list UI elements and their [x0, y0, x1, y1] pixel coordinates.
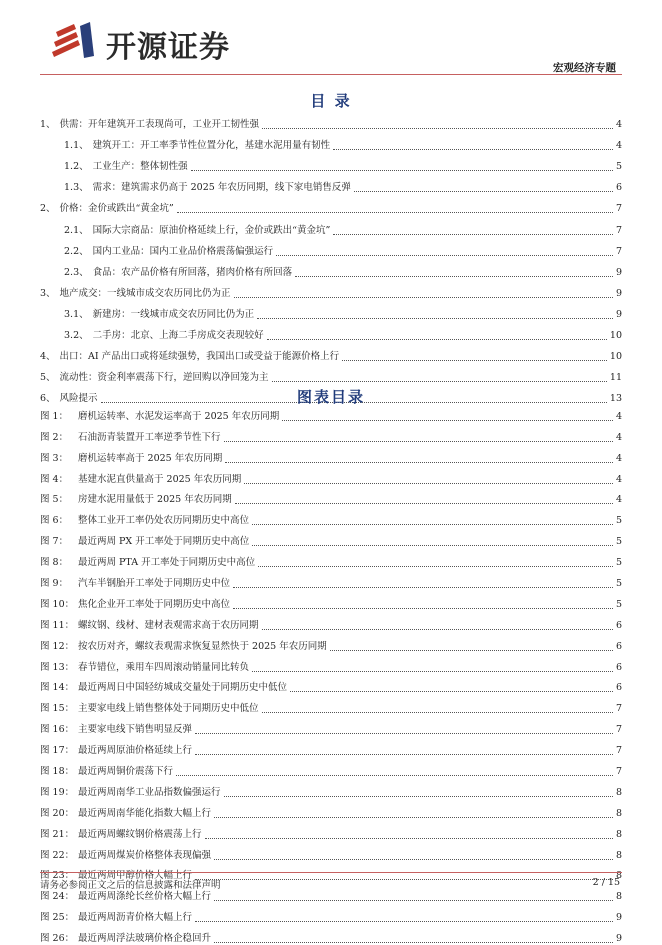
- figure-entry[interactable]: [40, 506, 622, 527]
- leader-dots: [233, 587, 613, 588]
- leader-dots: [252, 545, 613, 546]
- figure-title: 春节错位，乘用车四周滚动销量同比转负: [78, 661, 250, 673]
- figure-title: 磨机运转率、水泥发运率高于 2025 年农历同期: [78, 410, 280, 422]
- leader-dots: [252, 524, 613, 525]
- figure-number: 图 15：: [40, 703, 75, 715]
- leader-dots: [233, 608, 613, 609]
- toc-entry-title: 需求：建筑需求仍高于 2025 年农历同期，线下家电销售反弹: [92, 182, 351, 194]
- page-ref: 6: [615, 661, 622, 673]
- toc-entry[interactable]: [40, 110, 622, 131]
- page-ref: 7: [615, 766, 622, 778]
- toc-entry-title: 新建房：一线城市成交农历同比仍为正: [92, 308, 255, 320]
- leader-dots: [333, 149, 613, 150]
- leader-dots: [195, 733, 613, 734]
- page-ref: 9: [615, 287, 622, 299]
- toc-entry-title: 流动性：资金利率震荡下行，逆回购以净回笼为主: [59, 372, 269, 384]
- toc-entry[interactable]: [40, 321, 622, 342]
- figure-number: 图 2：: [40, 431, 69, 443]
- figure-entry[interactable]: [40, 569, 622, 590]
- figure-entry[interactable]: [40, 548, 622, 569]
- figure-list-title: 图表目录: [296, 388, 365, 406]
- page-ref: 6: [615, 682, 622, 694]
- figure-number: 图 26：: [40, 933, 75, 945]
- leader-dots: [225, 462, 613, 463]
- figure-entry[interactable]: [40, 736, 622, 757]
- toc-entry-number: 2、: [40, 203, 56, 215]
- toc-entry-title: 风险提示: [59, 393, 98, 405]
- page-ref: 4: [615, 119, 622, 131]
- page-ref: 4: [615, 452, 622, 464]
- page-ref: 7: [615, 203, 622, 215]
- leader-dots: [267, 339, 607, 340]
- figure-title: 最近两周沥青价格大幅上行: [78, 912, 193, 924]
- page-ref: 9: [615, 933, 622, 945]
- figure-number: 图 20：: [40, 807, 75, 819]
- figure-title: 最近两周 PX 开工率处于同期历史中高位: [78, 536, 250, 548]
- page-ref: 5: [615, 578, 622, 590]
- toc-entry-title: 工业生产：整体韧性强: [92, 161, 188, 173]
- figure-entry[interactable]: [40, 402, 622, 423]
- figure-number: 图 11：: [40, 619, 75, 631]
- figure-entry[interactable]: [40, 465, 622, 486]
- figure-entry[interactable]: [40, 903, 622, 924]
- toc-entry-number: 1.3、: [64, 182, 89, 194]
- figure-entry[interactable]: [40, 799, 622, 820]
- figure-entry[interactable]: [40, 611, 622, 632]
- figure-title: 最近两周甲醇价格大幅上行: [78, 870, 193, 882]
- logo-text: 开源证券: [106, 30, 230, 65]
- toc-entry-title: 地产成交：一线城市成交农历同比仍为正: [59, 287, 231, 299]
- figure-entry[interactable]: [40, 924, 622, 945]
- toc-title: 目 录: [310, 92, 352, 110]
- leader-dots: [262, 128, 613, 129]
- toc-entry[interactable]: [40, 131, 622, 152]
- figure-entry[interactable]: [40, 820, 622, 841]
- figure-entry[interactable]: [40, 757, 622, 778]
- leader-dots: [214, 900, 613, 901]
- figure-number: 图 8：: [40, 557, 69, 569]
- toc-entry-number: 1.1、: [64, 140, 89, 152]
- page-ref: 7: [615, 245, 622, 257]
- figure-title: 最近两周煤炭价格整体表现偏强: [78, 849, 212, 861]
- page-ref: 7: [615, 724, 622, 736]
- toc-entry[interactable]: [40, 258, 622, 279]
- leader-dots: [191, 170, 613, 171]
- page-ref: 11: [609, 372, 622, 384]
- leader-dots: [176, 775, 613, 776]
- figure-number: 图 25：: [40, 912, 75, 924]
- page-ref: 10: [609, 351, 622, 363]
- leader-dots: [205, 838, 613, 839]
- figure-number: 图 13：: [40, 661, 75, 673]
- figure-title: 最近两周南华工业品指数偏强运行: [78, 786, 221, 798]
- page-ref: 4: [615, 410, 622, 422]
- leader-dots: [258, 566, 613, 567]
- toc-entry-title: 价格：金价或跌出“黄金坑”: [59, 203, 174, 215]
- leader-dots: [244, 483, 613, 484]
- leader-dots: [262, 629, 613, 630]
- toc-entry-number: 4、: [40, 351, 56, 363]
- figure-title: 整体工业开工率仍处农历同期历史中高位: [78, 515, 250, 527]
- figure-title: 螺纹钢、线材、建材表观需求高于农历同期: [78, 619, 259, 631]
- footer-divider: [40, 872, 622, 873]
- page-number: 2 / 15: [592, 877, 620, 888]
- figure-number: 图 18：: [40, 766, 75, 778]
- leader-dots: [234, 297, 613, 298]
- toc-entry-title: 出口：AI 产品出口或将延续强势，我国出口或受益于能源价格上行: [59, 351, 340, 363]
- toc-entry[interactable]: [40, 279, 622, 300]
- figure-entry[interactable]: [40, 653, 622, 674]
- figure-title: 石油沥青装置开工率逆季节性下行: [78, 431, 221, 443]
- figure-title: 最近两周涤纶长丝价格大幅上行: [78, 891, 212, 903]
- leader-dots: [257, 318, 613, 319]
- figure-title: 房建水泥用量低于 2025 年农历同期: [78, 494, 232, 506]
- toc-entry[interactable]: [40, 342, 622, 363]
- leader-dots: [195, 921, 613, 922]
- page-ref: 5: [615, 598, 622, 610]
- header-divider: [40, 74, 622, 75]
- figure-number: 图 19：: [40, 786, 75, 798]
- figure-title: 最近两周铜价震荡下行: [78, 766, 174, 778]
- figure-number: 图 14：: [40, 682, 75, 694]
- figure-entry[interactable]: [40, 694, 622, 715]
- toc-entry-title: 国内工业品：国内工业品价格震荡偏强运行: [92, 245, 274, 257]
- page-ref: 7: [615, 703, 622, 715]
- toc-entry-number: 3.1、: [64, 308, 89, 320]
- figure-entry[interactable]: [40, 632, 622, 653]
- figure-title: 最近两周螺纹钢价格震荡上行: [78, 828, 202, 840]
- leader-dots: [342, 360, 607, 361]
- figure-title: 磨机运转率高于 2025 年农历同期: [78, 452, 223, 464]
- toc-entry[interactable]: [40, 237, 622, 258]
- figure-entry[interactable]: [40, 715, 622, 736]
- figure-title: 最近两周南华能化指数大幅上行: [78, 807, 212, 819]
- figure-title: 最近两周浮法玻璃价格企稳回升: [78, 933, 212, 945]
- page-ref: 7: [615, 224, 622, 236]
- leader-dots: [282, 420, 613, 421]
- page-ref: 4: [615, 431, 622, 443]
- leader-dots: [195, 754, 613, 755]
- figure-entry[interactable]: [40, 486, 622, 507]
- figure-number: 图 9：: [40, 578, 69, 590]
- toc-entry-number: 5、: [40, 372, 56, 384]
- figure-number: 图 4：: [40, 473, 69, 485]
- figure-title: 最近两周日中国轻纺城成交量处于同期历史中低位: [78, 682, 288, 694]
- page-ref: 9: [615, 308, 622, 320]
- toc-entry-number: 1.2、: [64, 161, 89, 173]
- figure-title: 按农历对齐，螺纹表观需求恢复显然快于 2025 年农历同期: [78, 640, 327, 652]
- figure-title: 基建水泥直供量高于 2025 年农历同期: [78, 473, 242, 485]
- footer-disclaimer: 请务必参阅正文之后的信息披露和法律声明: [40, 880, 221, 891]
- toc-entry-number: 2.1、: [64, 224, 89, 236]
- page-ref: 4: [615, 473, 622, 485]
- leader-dots: [214, 817, 613, 818]
- logo-mark-icon: [50, 20, 100, 60]
- figure-number: 图 16：: [40, 724, 75, 736]
- page-ref: 6: [615, 619, 622, 631]
- figure-title: 最近两周原油价格延续上行: [78, 745, 193, 757]
- figure-number: 图 22：: [40, 849, 75, 861]
- page-ref: 9: [615, 266, 622, 278]
- page-ref: 8: [615, 849, 622, 861]
- toc-entry-number: 2.2、: [64, 245, 89, 257]
- page-ref: 9: [615, 912, 622, 924]
- page-ref: 7: [615, 745, 622, 757]
- page-ref: 5: [615, 161, 622, 173]
- figure-number: 图 6：: [40, 515, 69, 527]
- toc-entry[interactable]: [40, 215, 622, 236]
- figure-title: 主要家电线下销售明显反弹: [78, 724, 193, 736]
- figure-title: 汽车半钢胎开工率处于同期历史中位: [78, 578, 231, 590]
- leader-dots: [330, 650, 613, 651]
- figure-entry[interactable]: [40, 423, 622, 444]
- figure-entry[interactable]: [40, 590, 622, 611]
- page-ref: 8: [615, 828, 622, 840]
- figure-number: 图 7：: [40, 536, 69, 548]
- page-ref: 6: [615, 182, 622, 194]
- figure-number: 图 23：: [40, 870, 75, 882]
- toc-list: [40, 110, 622, 405]
- toc-entry-number: 6、: [40, 393, 56, 405]
- toc-entry-title: 食品：农产品价格有所回落，猪肉价格有所回落: [92, 266, 293, 278]
- figure-entry[interactable]: [40, 527, 622, 548]
- figure-entry[interactable]: [40, 841, 622, 862]
- page-ref: 4: [615, 140, 622, 152]
- page-ref: 13: [609, 393, 622, 405]
- leader-dots: [224, 441, 613, 442]
- toc-entry[interactable]: [40, 363, 622, 384]
- toc-entry-title: 建筑开工：开工率季节性位置分化，基建水泥用量有韧性: [92, 140, 331, 152]
- toc-entry[interactable]: [40, 152, 622, 173]
- leader-dots: [177, 212, 613, 213]
- toc-entry-title: 国际大宗商品：原油价格延续上行，金价或跌出“黄金坑”: [92, 224, 331, 236]
- toc-entry-title: 二手房：北京、上海二手房成交表现较好: [92, 330, 264, 342]
- leader-dots: [214, 942, 613, 943]
- leader-dots: [290, 691, 613, 692]
- page-ref: 6: [615, 640, 622, 652]
- leader-dots: [354, 191, 613, 192]
- leader-dots: [276, 255, 613, 256]
- figure-title: 焦化企业开工率处于同期历史中高位: [78, 598, 231, 610]
- toc-entry-title: 供需：开年建筑开工表现尚可，工业开工韧性强: [59, 119, 260, 131]
- toc-entry[interactable]: [40, 173, 622, 194]
- figure-number: 图 24：: [40, 891, 75, 903]
- figure-number: 图 1：: [40, 410, 69, 422]
- leader-dots: [272, 381, 607, 382]
- toc-entry[interactable]: [40, 300, 622, 321]
- figure-entry[interactable]: [40, 444, 622, 465]
- leader-dots: [195, 879, 613, 880]
- toc-entry-number: 3、: [40, 287, 56, 299]
- leader-dots: [235, 503, 613, 504]
- page-ref: 8: [615, 786, 622, 798]
- page-ref: 5: [615, 515, 622, 527]
- report-type-label: 宏观经济专题: [553, 62, 616, 74]
- figure-number: 图 12：: [40, 640, 75, 652]
- leader-dots: [214, 859, 613, 860]
- figure-number: 图 10：: [40, 598, 75, 610]
- toc-entry-number: 3.2、: [64, 330, 89, 342]
- page-ref: 5: [615, 557, 622, 569]
- figure-title: 最近两周 PTA 开工率处于同期历史中高位: [78, 557, 256, 569]
- leader-dots: [295, 276, 613, 277]
- figure-title: 主要家电线上销售整体处于同期历史中低位: [78, 703, 259, 715]
- page-ref: 8: [615, 891, 622, 903]
- leader-dots: [252, 671, 613, 672]
- leader-dots: [262, 712, 613, 713]
- leader-dots: [224, 796, 613, 797]
- figure-number: 图 21：: [40, 828, 75, 840]
- figure-list: [40, 402, 622, 945]
- figure-number: 图 17：: [40, 745, 75, 757]
- page-ref: 10: [609, 330, 622, 342]
- logo: [50, 20, 260, 65]
- toc-entry-number: 2.3、: [64, 266, 89, 278]
- leader-dots: [333, 234, 613, 235]
- figure-number: 图 3：: [40, 452, 69, 464]
- figure-entry[interactable]: [40, 778, 622, 799]
- figure-entry[interactable]: [40, 674, 622, 695]
- page-ref: 4: [615, 494, 622, 506]
- page-ref: 8: [615, 870, 622, 882]
- toc-entry[interactable]: [40, 194, 622, 215]
- page-ref: 5: [615, 536, 622, 548]
- figure-number: 图 5：: [40, 494, 69, 506]
- page-ref: 8: [615, 807, 622, 819]
- toc-entry-number: 1、: [40, 119, 56, 131]
